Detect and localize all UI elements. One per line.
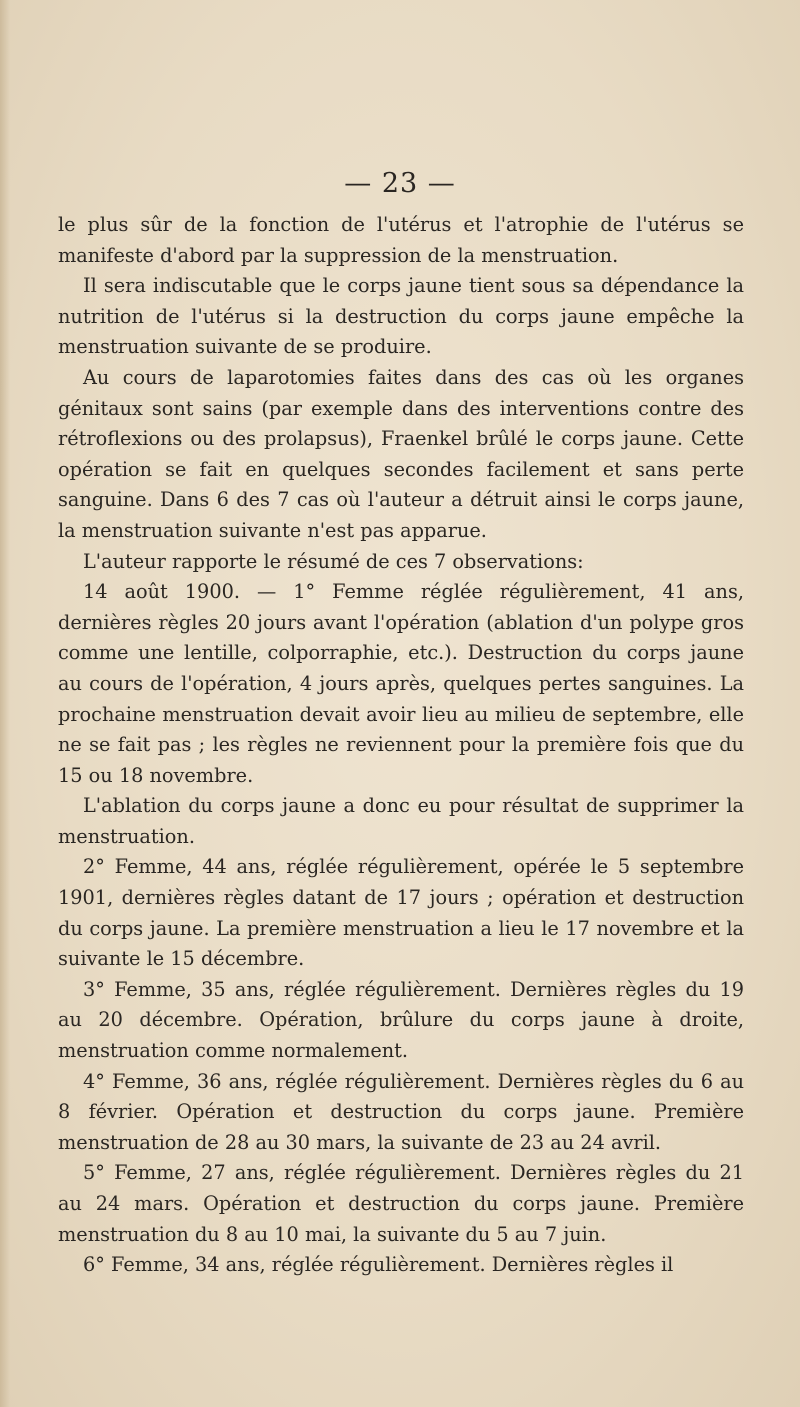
- page-number: — 23 —: [344, 168, 456, 199]
- paragraph: L'auteur rapporte le résumé de ces 7 observations:: [83, 549, 584, 573]
- paragraph: 2° Femme, 44 ans, réglée régulièrement, opérée le 5 septembre 1901, dernières règles datant de 17 jours ; opération et destruction du corps jaune. La première menstruation a lieu le 17 novembre et la suivante le 15 décembre.: [58, 855, 744, 971]
- paragraph: L'ablation du corps jaune a donc eu pour résultat de supprimer la menstruation.: [58, 794, 744, 848]
- paragraph: 6° Femme, 34 ans, réglée régulièrement. Dernières règles il: [83, 1253, 674, 1277]
- paragraph: Il sera indiscutable que le corps jaune tient sous sa dépendance la nutrition de l'utérus si la destruction du corps jaune empêche la menstruation suivante de se produire.: [58, 274, 744, 359]
- paragraph: 5° Femme, 27 ans, réglée régulièrement. Dernières règles du 21 au 24 mars. Opération et destruction du corps jaune. Première menstruation du 8 au 10 mai, la suivante du 5 au 7 juin.: [58, 1161, 744, 1246]
- paragraph: Au cours de laparotomies faites dans des cas où les organes génitaux sont sains (par exemple dans des interventions contre des rétroflexions ou des prolapsus), Fraenkel brûlé le corps jaune. Cette opération se fait en quelques secondes facilement et sans perte sanguine. Dans 6 des 7 cas où l'auteur a détruit ainsi le corps jaune, la menstruation suivante n'est pas apparue.: [58, 365, 744, 542]
- paragraph: 3° Femme, 35 ans, réglée régulièrement. Dernières règles du 19 au 20 décembre. Opération, brûlure du corps jaune à droite, menstruation comme normalement.: [58, 977, 744, 1063]
- paragraph: le plus sûr de la fonction de l'utérus et l'atrophie de l'utérus se manifeste d'abord par la suppression de la menstruation.: [58, 213, 744, 267]
- paragraph: 14 août 1900. — 1° Femme réglée régulièrement, 41 ans, dernières règles 20 jours avant l'opération (ablation d'un polype gros comme une lentille, colporraphie, etc.). Destruction du corps jaune au cours de l'opération, 4 jours après, quelques pertes sanguines. La prochaine menstruation devait avoir lieu au milieu de septembre, elle ne se fait pas ; les règles ne reviennent pour la première fois que du 15 ou 18 novembre.: [58, 580, 744, 787]
- paragraph: 4° Femme, 36 ans, réglée régulièrement. Dernières règles du 6 au 8 février. Opération et destruction du corps jaune. Première menstruation de 28 au 30 mars, la suivante de 23 au 24 avril.: [58, 1069, 744, 1154]
- page-edge-shadow: [0, 0, 10, 1407]
- body-text: [58, 210, 744, 1281]
